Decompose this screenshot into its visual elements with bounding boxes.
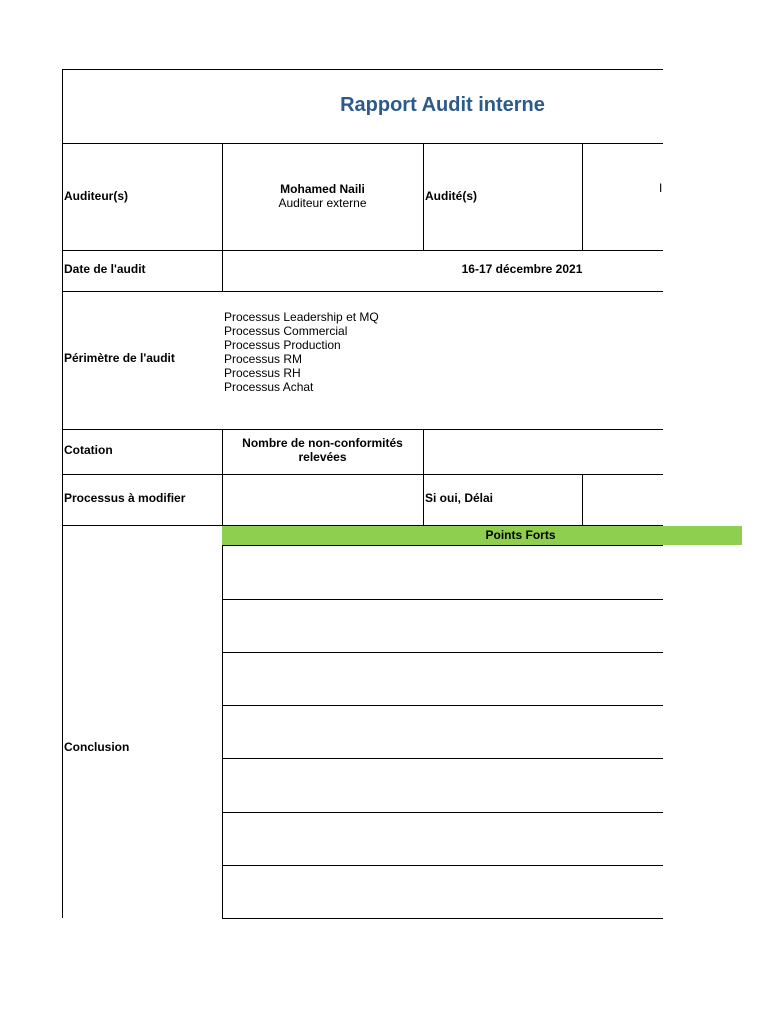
- auditeur-name: Mohamed Naili: [280, 182, 365, 196]
- col-border-label: [222, 429, 223, 918]
- table-top-border: [62, 69, 663, 70]
- perimetre-item: Processus Production: [224, 338, 341, 352]
- date-value: 16-17 décembre 2021: [461, 262, 583, 276]
- perimetre-item: Processus Commercial: [224, 324, 348, 338]
- date-label: Date de l'audit: [64, 262, 146, 276]
- perimetre-list: [224, 310, 379, 394]
- row-border-date-bottom: [62, 291, 663, 292]
- auditeur-label: Auditeur(s): [64, 189, 128, 203]
- auditeur-role: Auditeur externe: [278, 196, 367, 210]
- processus-modifier-label: Processus à modifier: [64, 491, 186, 505]
- perimetre-item: Processus RH: [224, 366, 301, 380]
- row-border-auditeur-bottom: [62, 250, 663, 251]
- col-border-value: [582, 474, 583, 525]
- row-border-cotation-bottom: [62, 474, 663, 475]
- row-border-title-bottom: [62, 143, 663, 144]
- conclusion-row-border: [222, 918, 663, 919]
- delai-label: Si oui, Délai: [425, 491, 494, 505]
- conclusion-row-border: [222, 865, 663, 866]
- conclusion-row-border: [222, 705, 663, 706]
- perimetre-label: Périmètre de l'audit: [64, 351, 175, 365]
- col-border-audite: [423, 429, 424, 525]
- points-forts-header: Points Forts: [485, 528, 556, 542]
- cotation-label: Cotation: [64, 443, 113, 457]
- nc-count-label-line2: relevées: [298, 450, 347, 464]
- report-title: Rapport Audit interne: [340, 94, 545, 116]
- conclusion-row-border: [222, 758, 663, 759]
- col-border-audite: [423, 143, 424, 250]
- audite-value: I: [659, 181, 663, 195]
- perimetre-item: Processus RM: [224, 352, 303, 366]
- nc-count-label: Nombre de non-conformités: [242, 436, 403, 450]
- conclusion-row-border: [222, 652, 663, 653]
- table-left-border: [62, 69, 63, 918]
- conclusion-row-border: [222, 599, 663, 600]
- conclusion-label: Conclusion: [64, 740, 130, 754]
- perimetre-item: Processus Achat: [224, 380, 314, 394]
- col-border-label: [222, 143, 223, 291]
- conclusion-row-border: [222, 812, 663, 813]
- conclusion-row-border: [222, 545, 663, 546]
- perimetre-item: Processus Leadership et MQ: [224, 310, 379, 324]
- audite-label: Audité(s): [425, 189, 477, 203]
- row-border-perimetre-bottom: [62, 429, 663, 430]
- col-border-value: [582, 143, 583, 250]
